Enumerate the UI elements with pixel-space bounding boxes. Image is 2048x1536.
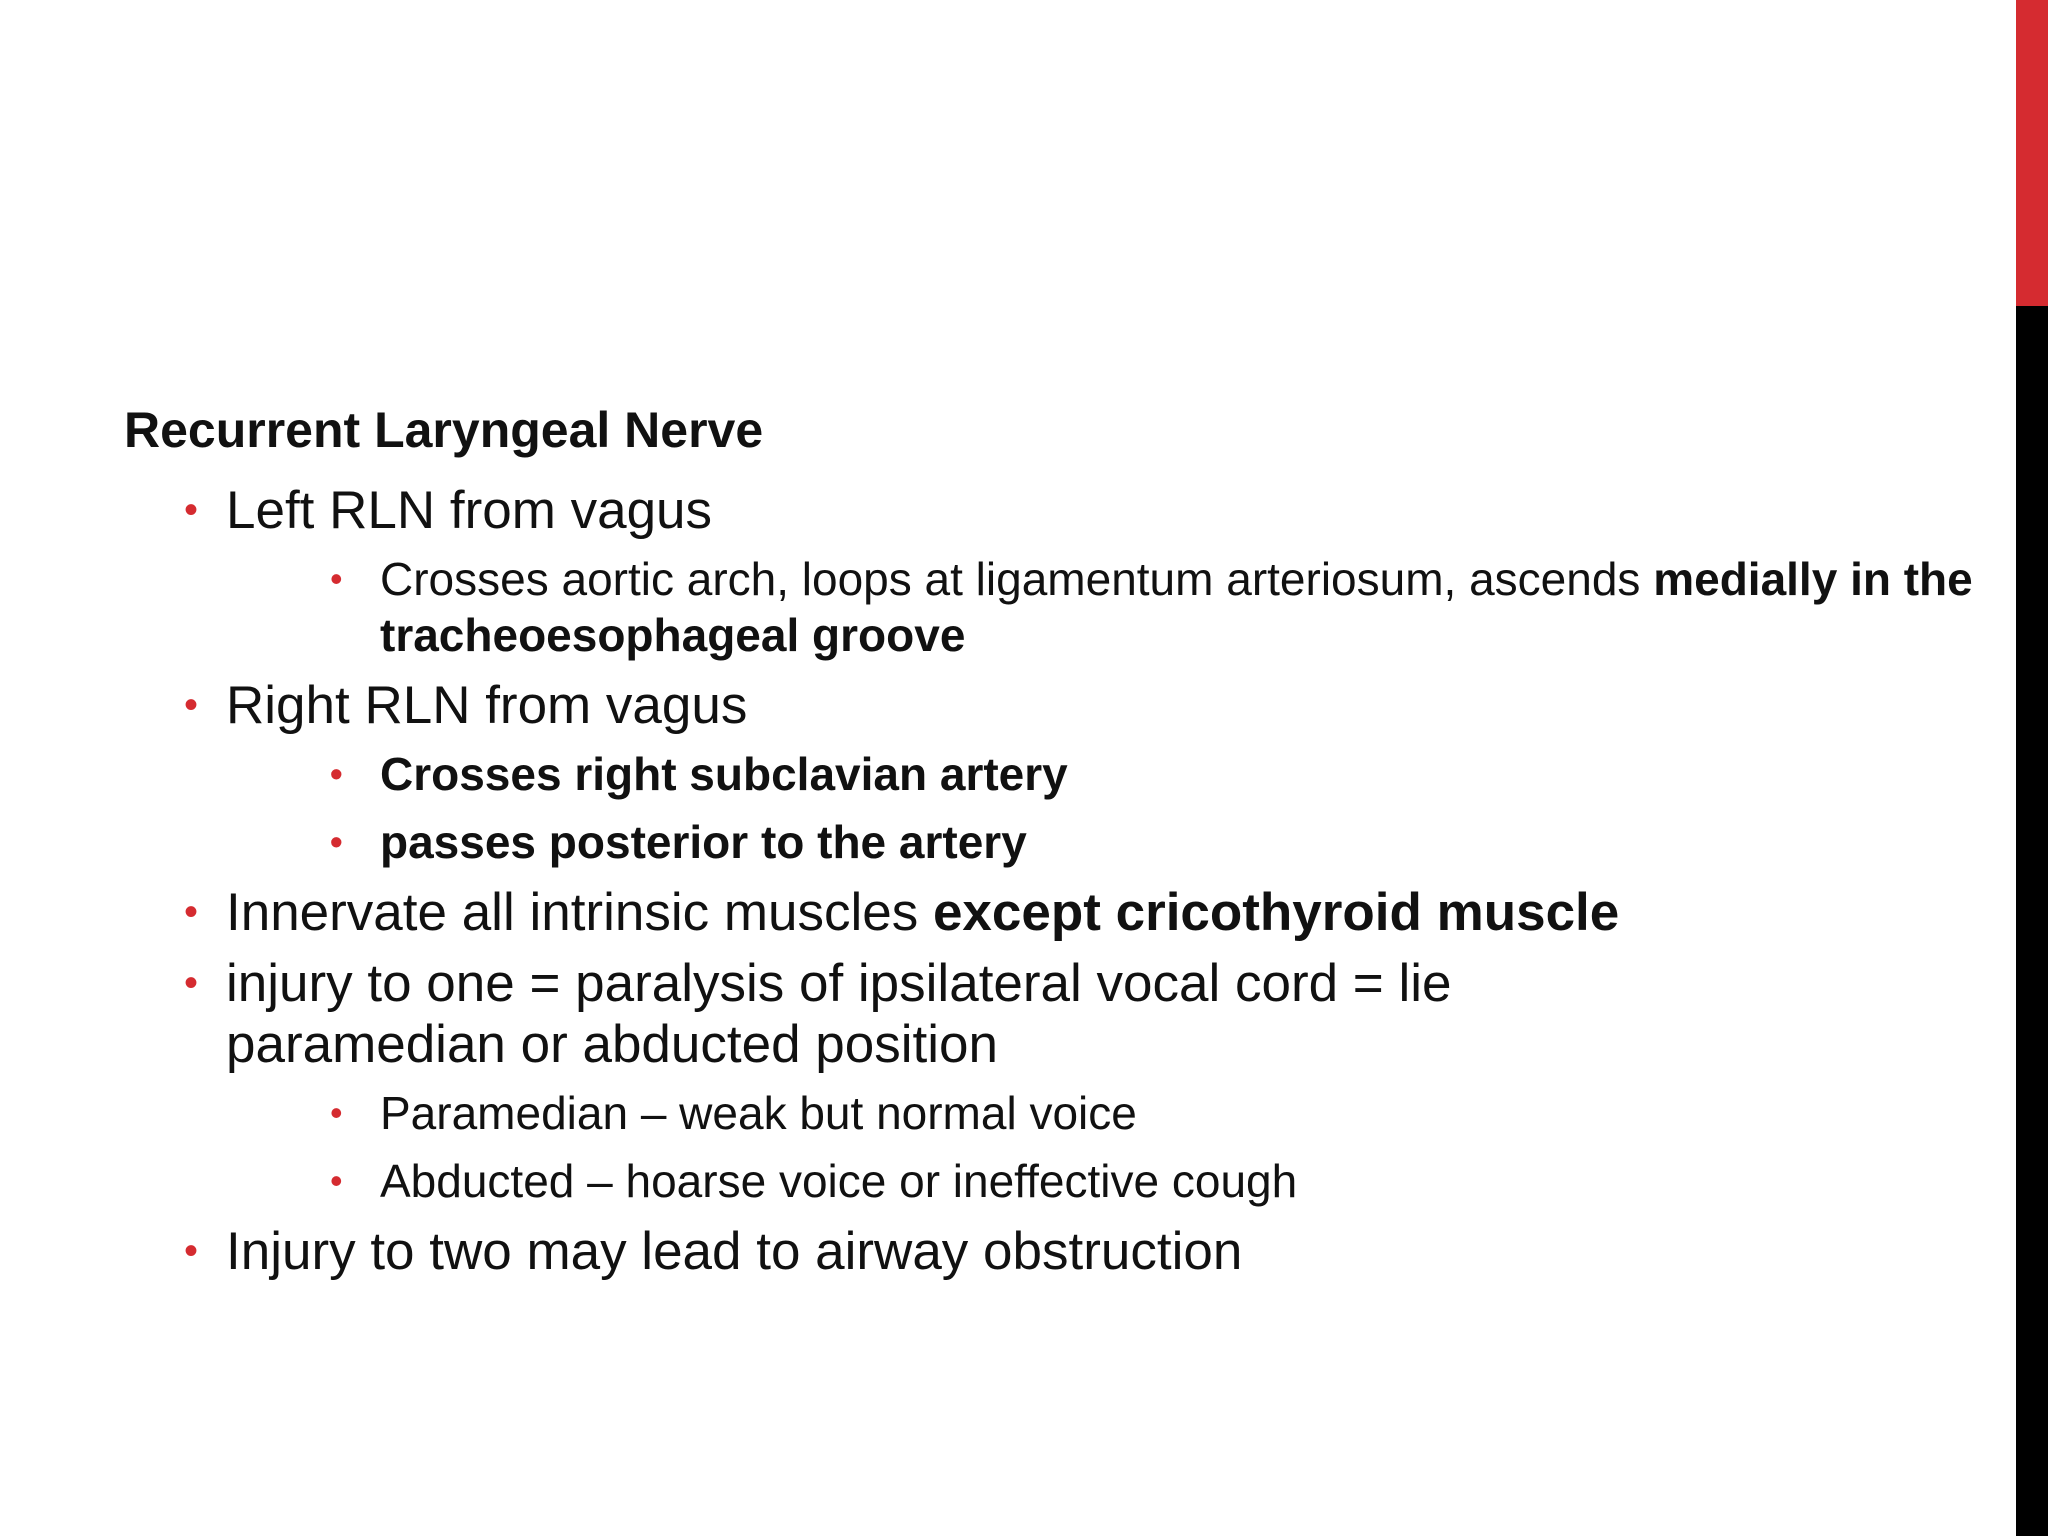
bullet-injury-two — [184, 1221, 2004, 1282]
slide-content — [124, 400, 2004, 1292]
slide-side-bar — [2016, 0, 2048, 1536]
bullet-text: Injury to two may lead to airway obstruction — [226, 1222, 1243, 1281]
bullet-dot: • — [330, 821, 343, 862]
sub-bullet-right-rln-crosses — [330, 746, 2004, 802]
side-bar-red-accent — [2016, 0, 2048, 306]
bullet-right-rln — [184, 675, 2004, 736]
bullet-text: Innervate all intrinsic muscles — [226, 883, 933, 942]
bullet-dot: • — [184, 961, 199, 1005]
bullet-dot: • — [330, 1092, 343, 1133]
bullet-text: Left RLN from vagus — [226, 481, 713, 540]
slide-heading: Recurrent Laryngeal Nerve — [124, 402, 764, 458]
sub-bullet-text: passes posterior to the artery — [380, 816, 1027, 868]
bullet-bold-text: except cricothyroid muscle — [932, 883, 1620, 942]
bullet-left-rln — [184, 480, 2004, 541]
bullet-injury-one — [184, 953, 1686, 1075]
sub-bullet-text: Abducted – hoarse voice or ineffective cough — [380, 1155, 1298, 1207]
bullet-dot: • — [184, 683, 199, 727]
sub-bullet-text: Crosses aortic arch, loops at ligamentum arteriosum, ascends — [380, 553, 1654, 605]
bullet-text: injury to one = paralysis of ipsilateral vocal cord = lie paramedian or abducted position — [226, 954, 1452, 1074]
sub-bullet-text: Crosses right subclavian artery — [380, 748, 1068, 800]
bullet-dot: • — [184, 890, 199, 934]
bullet-text: Right RLN from vagus — [226, 676, 748, 735]
sub-bullet-paramedian — [330, 1085, 2004, 1141]
sub-bullet-text: Paramedian – weak but normal voice — [380, 1087, 1137, 1139]
bullet-dot: • — [330, 753, 343, 794]
bullet-dot: • — [184, 1229, 199, 1273]
bullet-dot: • — [184, 488, 199, 532]
bullet-dot: • — [330, 558, 343, 599]
sub-bullet-right-rln-posterior — [330, 814, 2004, 870]
sub-bullet-left-rln-course — [330, 551, 2004, 663]
bullet-dot: • — [330, 1160, 343, 1201]
sub-bullet-bold-text: medially in the tracheoesophageal groove — [380, 553, 1973, 661]
sub-bullet-abducted — [330, 1153, 2004, 1209]
bullet-innervate — [184, 882, 2004, 943]
